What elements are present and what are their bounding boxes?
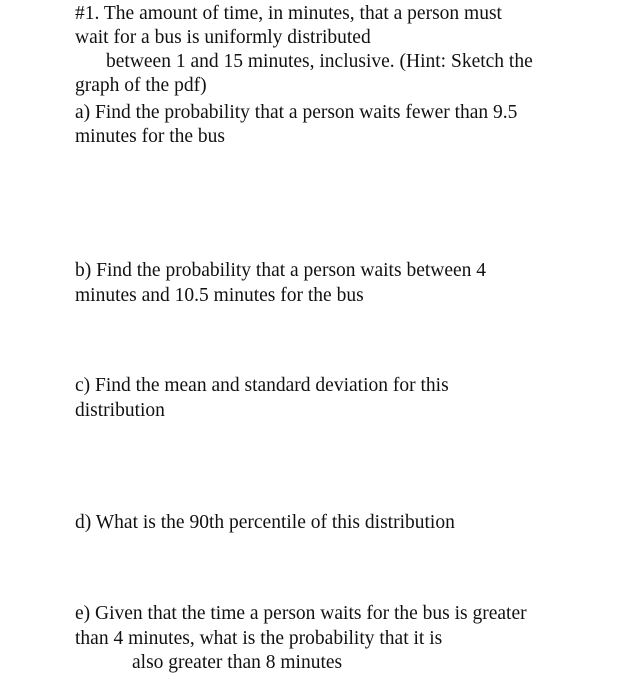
- part-e-line-1: e) Given that the time a person waits for the bus is greater: [75, 603, 527, 624]
- part-c-line-1: c) Find the mean and standard deviation for this: [75, 375, 449, 396]
- part-e-line-3: also greater than 8 minutes: [132, 652, 343, 673]
- part-d-line-1: d) What is the 90th percentile of this distribution: [75, 512, 455, 533]
- part-a-line-2: minutes for the bus: [75, 126, 226, 147]
- part-a-line-1: a) Find the probability that a person waits fewer than 9.5: [75, 102, 518, 123]
- part-c-line-2: distribution: [75, 400, 165, 421]
- intro-line-4: graph of the pdf): [75, 75, 207, 96]
- part-b-line-1: b) Find the probability that a person waits between 4: [75, 260, 487, 281]
- intro-line-2: wait for a bus is uniformly distributed: [75, 27, 371, 48]
- part-e-line-2: than 4 minutes, what is the probability that it is: [75, 628, 443, 649]
- part-b-line-2: minutes and 10.5 minutes for the bus: [75, 285, 364, 306]
- intro-line-1: #1. The amount of time, in minutes, that a person must: [75, 3, 502, 24]
- intro-line-3: between 1 and 15 minutes, inclusive. (Hint: Sketch the: [106, 51, 533, 72]
